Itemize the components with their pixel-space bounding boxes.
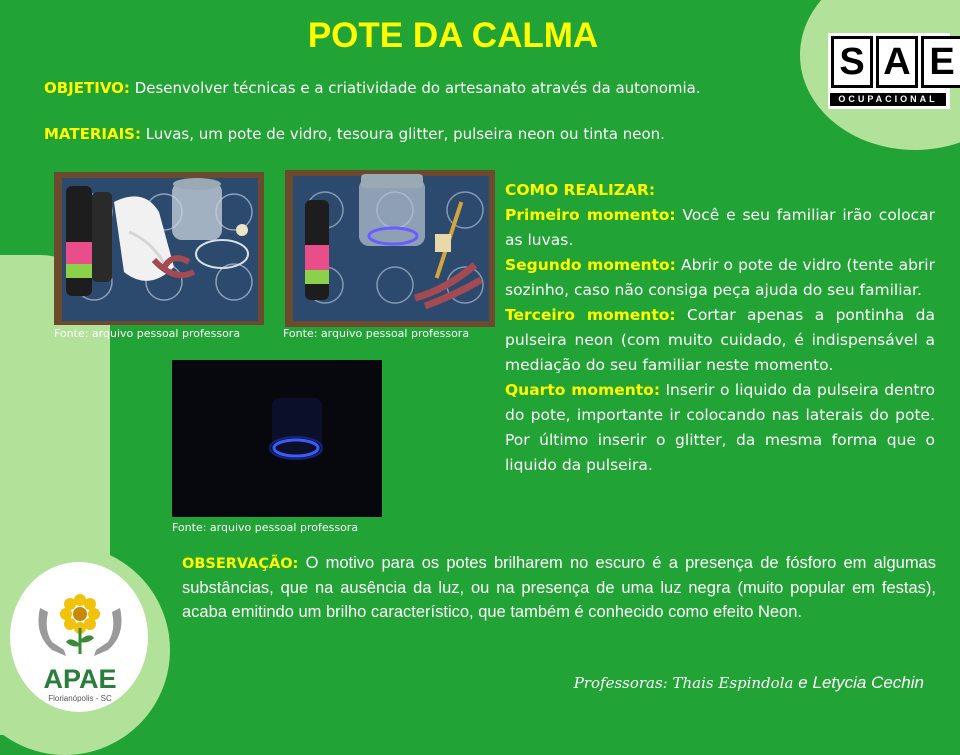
step-3	[505, 303, 935, 378]
sae-letter-a: A	[876, 36, 918, 88]
authors-line	[574, 673, 924, 693]
step-1-text: Você e seu familiar irão colocar as luvas.	[505, 206, 935, 249]
step-2-label: Segundo momento:	[505, 256, 676, 274]
step-1	[505, 203, 935, 253]
step-4-text: Inserir o liquido da pulseira dentro do pote, importante ir colocando nas laterais do pote. Por último inserir o glitter, da mesma forma que o liquido da pulseira.	[505, 381, 935, 474]
apae-flower-hands-icon	[30, 590, 130, 665]
step-2-text: Abrir o pote de vidro (tente abrir sozinho, caso não consiga peça ajuda do seu familiar.	[505, 256, 935, 299]
photo-glowing-jar	[172, 360, 382, 517]
sae-letter-s: S	[831, 36, 873, 88]
observation-paragraph	[182, 551, 936, 624]
materials-text: Luvas, um pote de vidro, tesoura glitter, pulseira neon ou tinta neon.	[140, 125, 665, 143]
sae-letter-e: E	[921, 36, 960, 88]
how-to-section	[505, 178, 935, 478]
apae-city: Florianópolis - SC	[48, 694, 112, 703]
authors-prefix: Professoras: Thais Espindola	[573, 674, 794, 692]
photo-materials-caption: Fonte: arquivo pessoal professora	[54, 327, 241, 340]
observation-text: O motivo para os potes brilharem no escuro é a presença de fósforo em algumas substâncias, que na ausência da luz, ou na presença de uma luz negra (muito popular em festas), acaba emitindo um brilho característico, que também é conhecido como efeito Neon.	[182, 554, 936, 621]
sae-subtitle: OCUPACIONAL	[830, 93, 946, 106]
apae-name: APAE	[43, 664, 117, 694]
authors-second-name: Letycia Cechin	[812, 673, 924, 692]
photo-jar-neon	[285, 170, 495, 327]
step-4-label: Quarto momento:	[505, 381, 661, 399]
step-3-label: Terceiro momento:	[505, 306, 676, 324]
objective-line	[44, 79, 701, 97]
materials-label: MATERIAIS:	[44, 125, 141, 143]
authors-conjunction: e	[798, 673, 808, 692]
photo-jar-neon-caption: Fonte: arquivo pessoal professora	[283, 327, 470, 340]
step-3-text: Cortar apenas a pontinha da pulseira neon (com muito cuidado, é indispensável a mediação do seu familiar neste momento.	[505, 306, 935, 374]
step-1-label: Primeiro momento:	[505, 206, 676, 224]
photo-materials	[54, 172, 264, 325]
sae-logo	[828, 33, 955, 109]
step-2	[505, 253, 935, 303]
step-4	[505, 378, 935, 478]
observation-label: OBSERVAÇÃO:	[182, 556, 299, 572]
objective-text: Desenvolver técnicas e a criatividade do artesanato através da autonomia.	[129, 79, 701, 97]
materials-line	[44, 125, 665, 143]
objective-label: OBJETIVO:	[44, 79, 130, 97]
photo-glowing-jar-caption: Fonte: arquivo pessoal professora	[172, 521, 359, 534]
how-to-heading: COMO REALIZAR:	[505, 181, 656, 199]
page-title: POTE DA CALMA	[307, 16, 599, 55]
